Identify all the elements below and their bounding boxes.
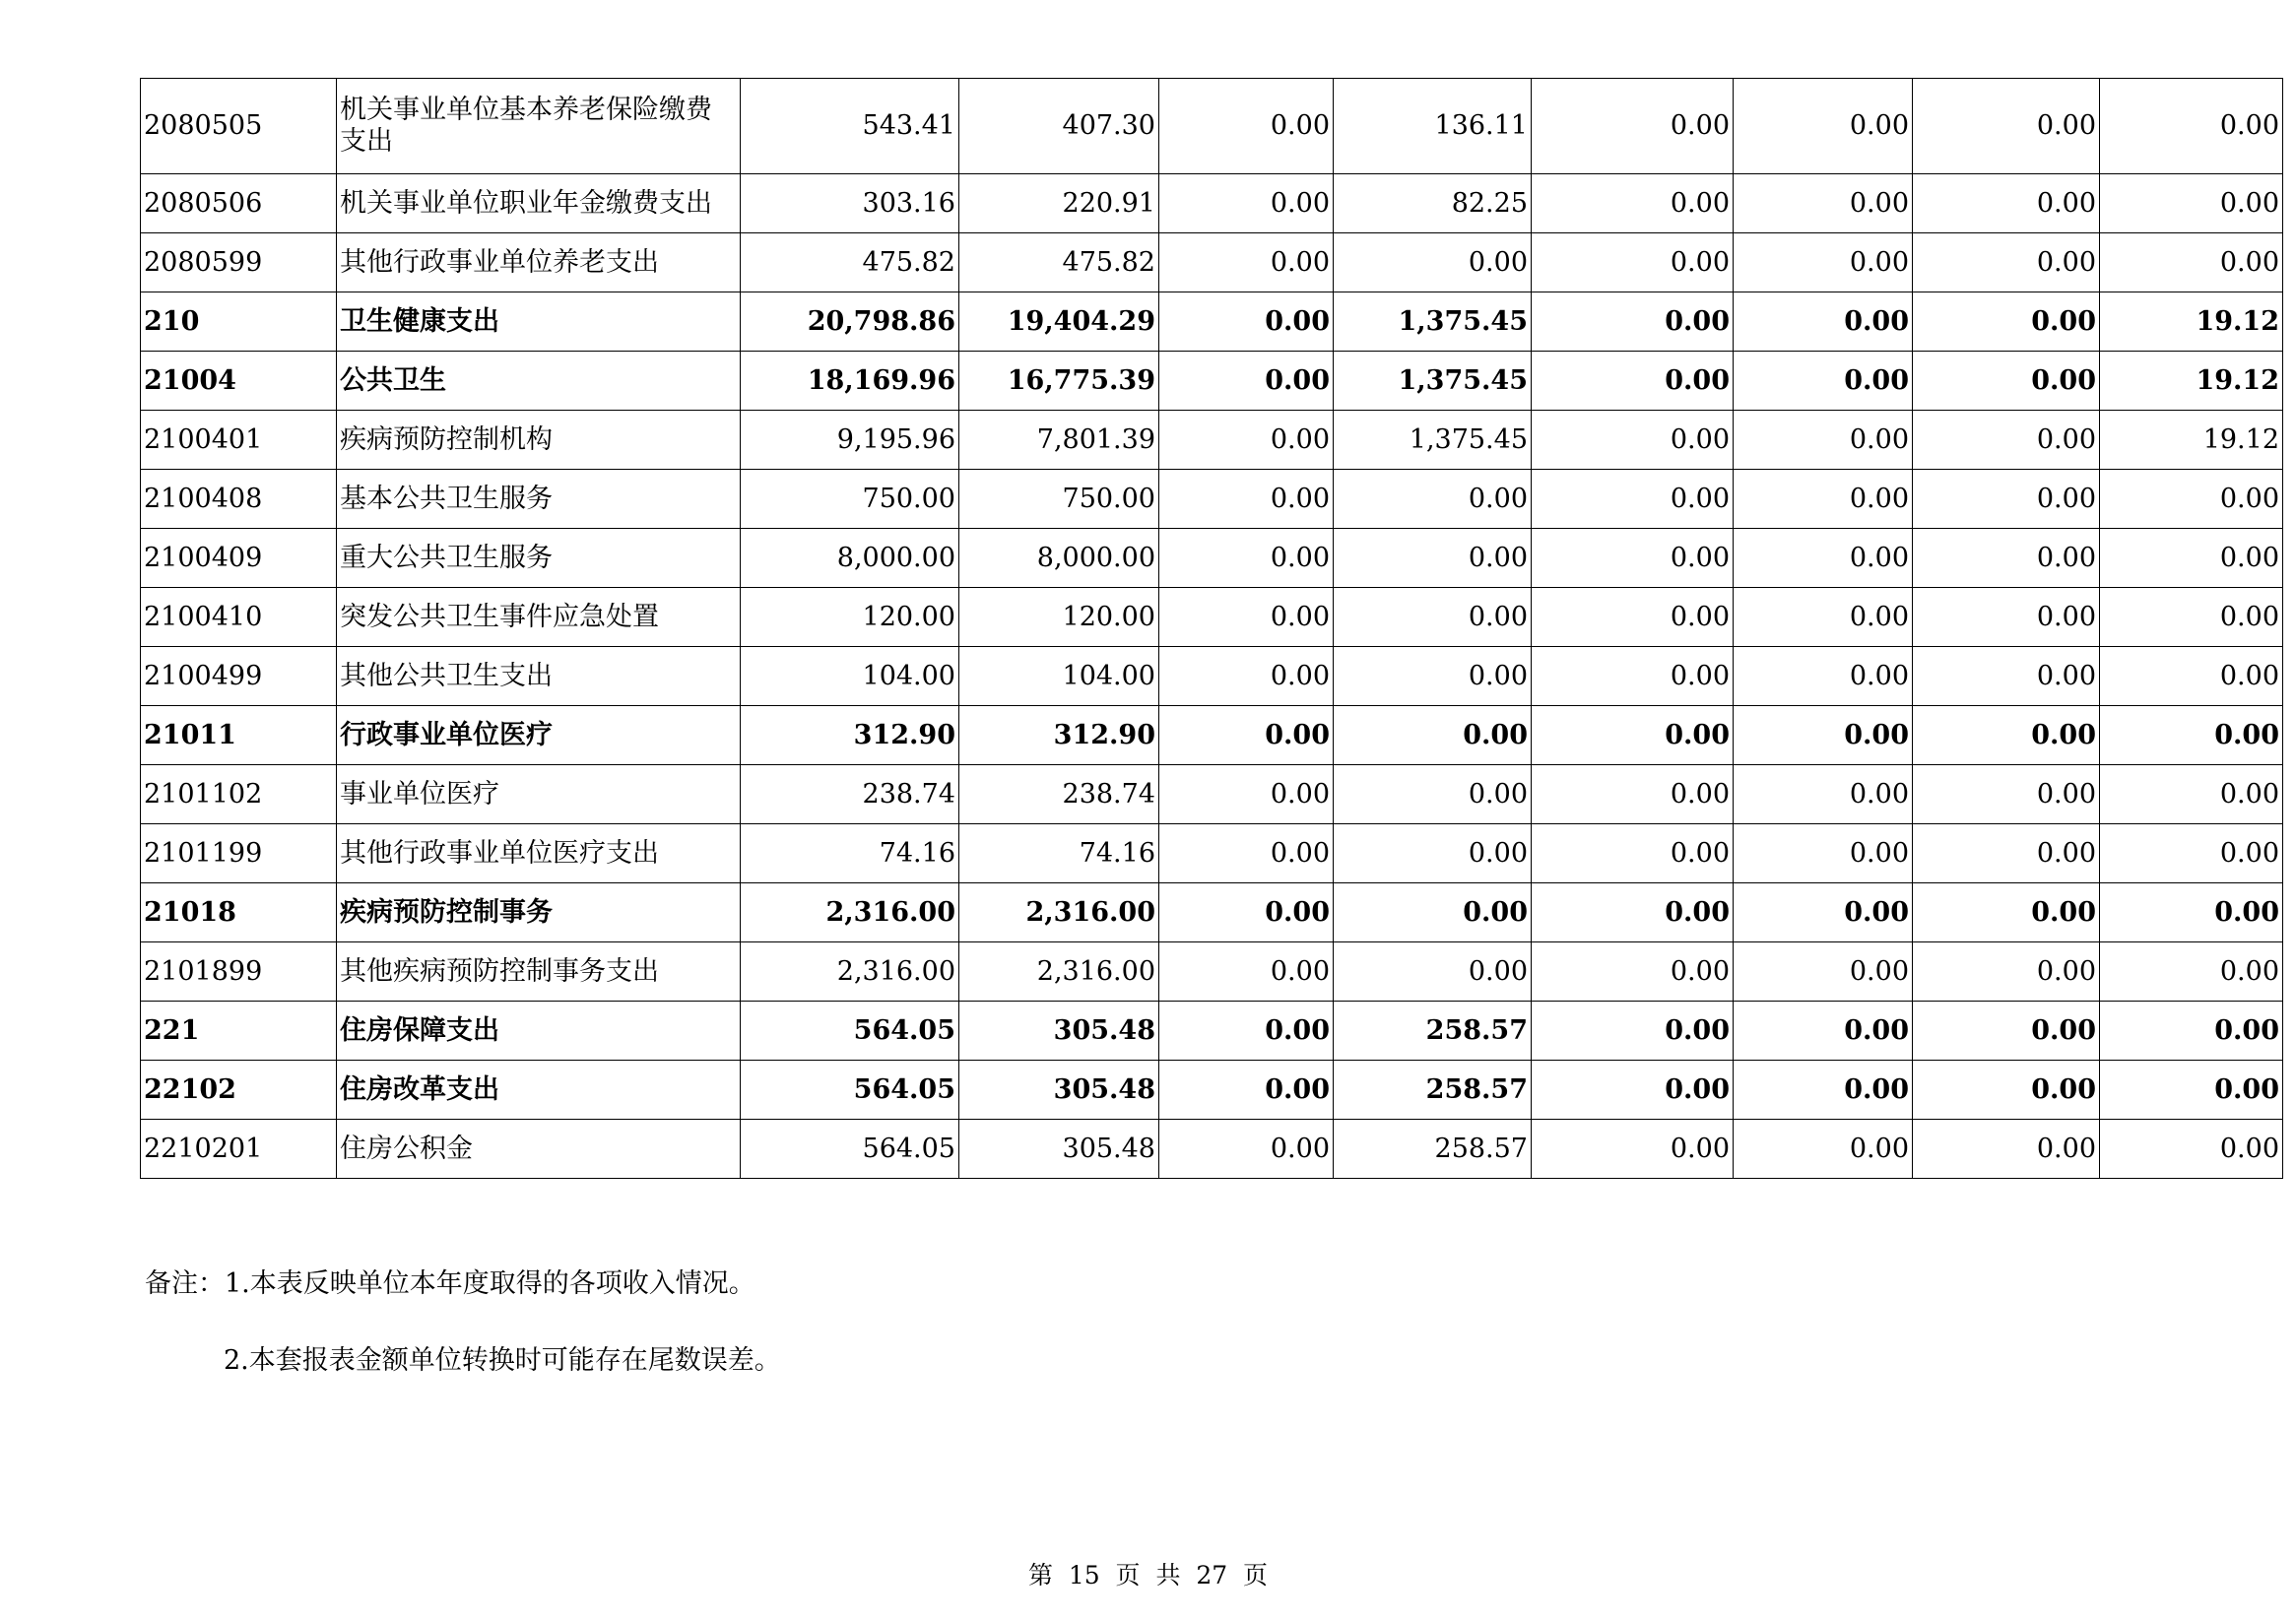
amount-cell: 0.00	[1913, 824, 2100, 883]
subject-name-cell: 突发公共卫生事件应急处置	[337, 588, 741, 647]
subject-name-cell: 其他疾病预防控制事务支出	[337, 942, 741, 1002]
amount-cell: 0.00	[1532, 647, 1734, 706]
amount-cell: 0.00	[1913, 883, 2100, 942]
subject-name-cell: 重大公共卫生服务	[337, 529, 741, 588]
table-row	[141, 883, 2283, 942]
amount-cell: 0.00	[1159, 1061, 1334, 1120]
table-row	[141, 352, 2283, 411]
subject-name-cell: 其他行政事业单位养老支出	[337, 233, 741, 292]
amount-cell: 0.00	[1734, 292, 1913, 352]
amount-cell: 0.00	[1159, 765, 1334, 824]
amount-cell: 0.00	[1913, 647, 2100, 706]
amount-cell: 2,316.00	[741, 883, 959, 942]
amount-cell: 0.00	[2100, 470, 2283, 529]
amount-cell: 475.82	[741, 233, 959, 292]
amount-cell: 0.00	[1159, 588, 1334, 647]
amount-cell: 258.57	[1334, 1002, 1532, 1061]
amount-cell: 0.00	[2100, 529, 2283, 588]
amount-cell: 0.00	[1532, 824, 1734, 883]
amount-cell: 1,375.45	[1334, 292, 1532, 352]
amount-cell: 0.00	[1159, 470, 1334, 529]
page-number-footer: 第 15 页 共 27 页	[1027, 1561, 1269, 1589]
amount-cell: 564.05	[741, 1061, 959, 1120]
amount-cell: 475.82	[959, 233, 1159, 292]
amount-cell: 0.00	[1334, 529, 1532, 588]
amount-cell: 0.00	[1532, 1061, 1734, 1120]
amount-cell: 305.48	[959, 1002, 1159, 1061]
amount-cell: 0.00	[1334, 588, 1532, 647]
amount-cell: 0.00	[1532, 411, 1734, 470]
subject-code-cell: 21004	[141, 352, 337, 411]
amount-cell: 120.00	[959, 588, 1159, 647]
amount-cell: 104.00	[959, 647, 1159, 706]
amount-cell: 0.00	[1532, 942, 1734, 1002]
amount-cell: 0.00	[1734, 233, 1913, 292]
subject-name-cell: 公共卫生	[337, 352, 741, 411]
amount-cell: 312.90	[959, 706, 1159, 765]
amount-cell: 258.57	[1334, 1061, 1532, 1120]
amount-cell: 0.00	[1334, 765, 1532, 824]
amount-cell: 0.00	[1159, 824, 1334, 883]
table-row	[141, 292, 2283, 352]
amount-cell: 0.00	[2100, 233, 2283, 292]
amount-cell: 0.00	[1159, 411, 1334, 470]
amount-cell: 0.00	[1913, 529, 2100, 588]
amount-cell: 0.00	[1159, 292, 1334, 352]
subject-code-cell: 2100410	[141, 588, 337, 647]
subject-code-cell: 2080506	[141, 174, 337, 233]
amount-cell: 74.16	[741, 824, 959, 883]
amount-cell: 305.48	[959, 1061, 1159, 1120]
table-row	[141, 79, 2283, 174]
amount-cell: 82.25	[1334, 174, 1532, 233]
amount-cell: 8,000.00	[741, 529, 959, 588]
amount-cell: 407.30	[959, 79, 1159, 174]
amount-cell: 19.12	[2100, 292, 2283, 352]
subject-code-cell: 2210201	[141, 1120, 337, 1179]
table-row	[141, 588, 2283, 647]
subject-code-cell: 2100499	[141, 647, 337, 706]
amount-cell: 0.00	[1532, 883, 1734, 942]
amount-cell: 220.91	[959, 174, 1159, 233]
table-row	[141, 647, 2283, 706]
amount-cell: 19.12	[2100, 411, 2283, 470]
amount-cell: 305.48	[959, 1120, 1159, 1179]
amount-cell: 0.00	[1734, 824, 1913, 883]
amount-cell: 0.00	[1532, 529, 1734, 588]
amount-cell: 0.00	[2100, 79, 2283, 174]
subject-code-cell: 2100401	[141, 411, 337, 470]
amount-cell: 0.00	[1913, 706, 2100, 765]
table-row	[141, 1061, 2283, 1120]
amount-cell: 0.00	[1734, 647, 1913, 706]
amount-cell: 20,798.86	[741, 292, 959, 352]
subject-name-cell: 疾病预防控制机构	[337, 411, 741, 470]
table-body	[141, 79, 2283, 1179]
amount-cell: 0.00	[1532, 1002, 1734, 1061]
subject-code-cell: 22102	[141, 1061, 337, 1120]
amount-cell: 0.00	[1913, 411, 2100, 470]
amount-cell: 0.00	[1734, 1002, 1913, 1061]
amount-cell: 0.00	[1532, 1120, 1734, 1179]
note-line-1: 备注：1.本表反映单位本年度取得的各项收入情况。	[145, 1268, 755, 1299]
amount-cell: 0.00	[1734, 883, 1913, 942]
amount-cell: 0.00	[2100, 1061, 2283, 1120]
amount-cell: 0.00	[1532, 79, 1734, 174]
amount-cell: 543.41	[741, 79, 959, 174]
amount-cell: 1,375.45	[1334, 411, 1532, 470]
amount-cell: 0.00	[1734, 529, 1913, 588]
subject-name-cell: 其他公共卫生支出	[337, 647, 741, 706]
subject-code-cell: 2101102	[141, 765, 337, 824]
amount-cell: 0.00	[1159, 79, 1334, 174]
amount-cell: 0.00	[1913, 79, 2100, 174]
subject-code-cell: 221	[141, 1002, 337, 1061]
amount-cell: 564.05	[741, 1002, 959, 1061]
amount-cell: 0.00	[2100, 942, 2283, 1002]
amount-cell: 0.00	[1913, 470, 2100, 529]
amount-cell: 0.00	[1913, 174, 2100, 233]
table-row	[141, 1002, 2283, 1061]
amount-cell: 8,000.00	[959, 529, 1159, 588]
amount-cell: 0.00	[2100, 706, 2283, 765]
amount-cell: 0.00	[1334, 942, 1532, 1002]
amount-cell: 0.00	[1913, 292, 2100, 352]
amount-cell: 0.00	[1734, 411, 1913, 470]
amount-cell: 0.00	[2100, 765, 2283, 824]
table-row	[141, 706, 2283, 765]
amount-cell: 104.00	[741, 647, 959, 706]
amount-cell: 19.12	[2100, 352, 2283, 411]
amount-cell: 0.00	[2100, 174, 2283, 233]
amount-cell: 312.90	[741, 706, 959, 765]
subject-name-cell: 事业单位医疗	[337, 765, 741, 824]
table-row	[141, 411, 2283, 470]
amount-cell: 0.00	[2100, 647, 2283, 706]
table-row	[141, 470, 2283, 529]
amount-cell: 74.16	[959, 824, 1159, 883]
amount-cell: 0.00	[1334, 883, 1532, 942]
subject-name-cell: 卫生健康支出	[337, 292, 741, 352]
subject-name-cell: 住房改革支出	[337, 1061, 741, 1120]
amount-cell: 0.00	[1334, 647, 1532, 706]
amount-cell: 0.00	[1532, 292, 1734, 352]
amount-cell: 0.00	[1532, 352, 1734, 411]
subject-code-cell: 21011	[141, 706, 337, 765]
amount-cell: 750.00	[741, 470, 959, 529]
table-row	[141, 942, 2283, 1002]
amount-cell: 0.00	[1913, 352, 2100, 411]
subject-code-cell: 2101199	[141, 824, 337, 883]
amount-cell: 0.00	[1159, 706, 1334, 765]
amount-cell: 258.57	[1334, 1120, 1532, 1179]
table-row	[141, 529, 2283, 588]
amount-cell: 2,316.00	[959, 942, 1159, 1002]
amount-cell: 0.00	[1334, 470, 1532, 529]
amount-cell: 238.74	[741, 765, 959, 824]
subject-name-cell: 疾病预防控制事务	[337, 883, 741, 942]
amount-cell: 0.00	[1913, 588, 2100, 647]
amount-cell: 0.00	[1159, 1002, 1334, 1061]
amount-cell: 0.00	[1159, 647, 1334, 706]
amount-cell: 0.00	[1734, 174, 1913, 233]
amount-cell: 0.00	[2100, 1120, 2283, 1179]
subject-name-cell: 住房公积金	[337, 1120, 741, 1179]
budget-income-table	[140, 78, 2283, 1179]
amount-cell: 0.00	[1913, 233, 2100, 292]
amount-cell: 303.16	[741, 174, 959, 233]
amount-cell: 0.00	[1734, 470, 1913, 529]
table-row	[141, 824, 2283, 883]
amount-cell: 0.00	[1532, 233, 1734, 292]
amount-cell: 2,316.00	[959, 883, 1159, 942]
amount-cell: 0.00	[1734, 588, 1913, 647]
amount-cell: 0.00	[1734, 706, 1913, 765]
amount-cell: 0.00	[1334, 706, 1532, 765]
amount-cell: 0.00	[1159, 174, 1334, 233]
table-row	[141, 1120, 2283, 1179]
amount-cell: 2,316.00	[741, 942, 959, 1002]
subject-code-cell: 2080505	[141, 79, 337, 174]
subject-code-cell: 2101899	[141, 942, 337, 1002]
subject-name-cell: 基本公共卫生服务	[337, 470, 741, 529]
amount-cell: 0.00	[1334, 233, 1532, 292]
amount-cell: 0.00	[2100, 883, 2283, 942]
amount-cell: 0.00	[2100, 824, 2283, 883]
table-row	[141, 174, 2283, 233]
amount-cell: 238.74	[959, 765, 1159, 824]
subject-code-cell: 2080599	[141, 233, 337, 292]
amount-cell: 564.05	[741, 1120, 959, 1179]
amount-cell: 16,775.39	[959, 352, 1159, 411]
amount-cell: 136.11	[1334, 79, 1532, 174]
subject-name-cell: 机关事业单位职业年金缴费支出	[337, 174, 741, 233]
amount-cell: 0.00	[1734, 1061, 1913, 1120]
amount-cell: 0.00	[1532, 174, 1734, 233]
amount-cell: 0.00	[1532, 706, 1734, 765]
amount-cell: 0.00	[2100, 588, 2283, 647]
subject-code-cell: 210	[141, 292, 337, 352]
amount-cell: 0.00	[1334, 824, 1532, 883]
amount-cell: 7,801.39	[959, 411, 1159, 470]
table-row	[141, 765, 2283, 824]
amount-cell: 0.00	[1913, 765, 2100, 824]
note-line-2: 2.本套报表金额单位转换时可能存在尾数误差。	[224, 1345, 781, 1376]
table-row	[141, 233, 2283, 292]
subject-name-cell: 其他行政事业单位医疗支出	[337, 824, 741, 883]
subject-code-cell: 21018	[141, 883, 337, 942]
amount-cell: 1,375.45	[1334, 352, 1532, 411]
amount-cell: 18,169.96	[741, 352, 959, 411]
amount-cell: 0.00	[1734, 1120, 1913, 1179]
amount-cell: 19,404.29	[959, 292, 1159, 352]
amount-cell: 0.00	[1159, 942, 1334, 1002]
amount-cell: 0.00	[1734, 352, 1913, 411]
amount-cell: 0.00	[1913, 1061, 2100, 1120]
amount-cell: 0.00	[1159, 1120, 1334, 1179]
amount-cell: 0.00	[1532, 470, 1734, 529]
amount-cell: 0.00	[1734, 765, 1913, 824]
subject-name-cell: 机关事业单位基本养老保险缴费支出	[337, 79, 741, 174]
amount-cell: 120.00	[741, 588, 959, 647]
subject-code-cell: 2100408	[141, 470, 337, 529]
amount-cell: 750.00	[959, 470, 1159, 529]
amount-cell: 0.00	[1734, 79, 1913, 174]
amount-cell: 0.00	[1159, 529, 1334, 588]
amount-cell: 0.00	[1532, 588, 1734, 647]
amount-cell: 0.00	[1734, 942, 1913, 1002]
subject-code-cell: 2100409	[141, 529, 337, 588]
amount-cell: 0.00	[1913, 1002, 2100, 1061]
amount-cell: 0.00	[1532, 765, 1734, 824]
amount-cell: 0.00	[1913, 942, 2100, 1002]
amount-cell: 0.00	[2100, 1002, 2283, 1061]
amount-cell: 9,195.96	[741, 411, 959, 470]
subject-name-cell: 行政事业单位医疗	[337, 706, 741, 765]
amount-cell: 0.00	[1159, 883, 1334, 942]
amount-cell: 0.00	[1159, 233, 1334, 292]
amount-cell: 0.00	[1913, 1120, 2100, 1179]
subject-name-cell: 住房保障支出	[337, 1002, 741, 1061]
amount-cell: 0.00	[1159, 352, 1334, 411]
